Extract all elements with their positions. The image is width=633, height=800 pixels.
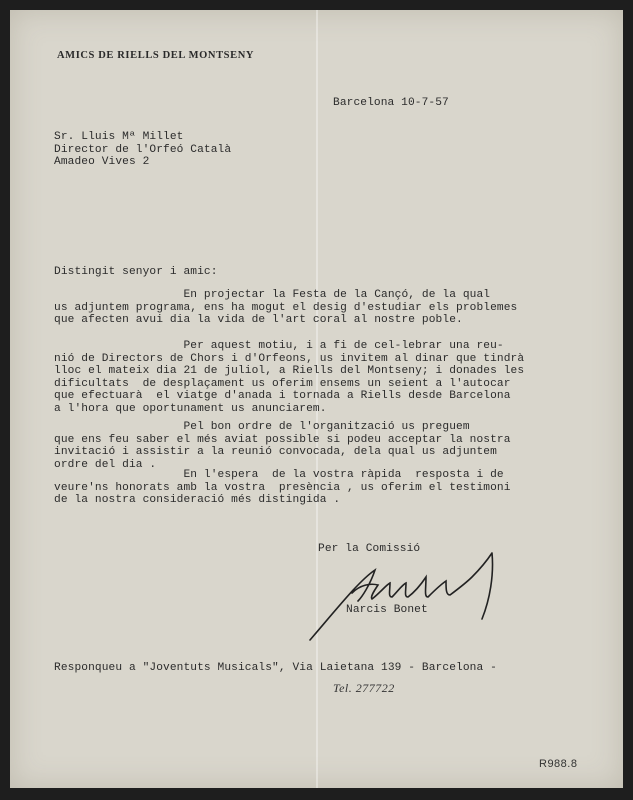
text-line: lloc el mateix dia 21 de juliol, a Riells del Montseny; i donades les <box>54 365 525 378</box>
letterhead: AMICS DE RIELLS DEL MONTSENY <box>57 50 255 61</box>
text-line: a l'hora que oportunament us anunciarem. <box>54 402 327 415</box>
text-line: nió de Directors de Chors i d'Orfeons, us invitem al dinar que tindrà <box>54 352 525 365</box>
handwritten-phone: Tel. 277722 <box>333 681 395 695</box>
signer-name: Narcis Bonet <box>346 604 428 616</box>
text-line: Pel bon ordre de l'organització us preguem <box>54 421 470 433</box>
recipient-line: Sr. Lluis Mª Millet <box>54 131 184 143</box>
paragraph-2 <box>54 340 524 416</box>
closing: Per la Comissió <box>318 543 421 555</box>
salutation: Distingit senyor i amic: <box>54 266 218 278</box>
text-line: En l'espera de la vostra ràpida resposta i de <box>54 469 504 481</box>
text-line: de la nostra consideració més distingida . <box>54 494 341 507</box>
letter-date: Barcelona 10-7-57 <box>333 97 449 109</box>
archive-mark: R988.8 <box>539 758 578 770</box>
paragraph-1 <box>54 289 517 327</box>
text-line: invitació i assistir a la reunió convocada, dela qual us adjuntem <box>54 446 497 459</box>
text-line: En projectar la Festa de la Cançó, de la qual <box>54 289 491 301</box>
text-line: que efectuarà el viatge d'anada i tornada a Riells desde Barcelona <box>54 390 511 403</box>
signature-icon <box>300 535 510 645</box>
recipient-line: Amadeo Vives 2 <box>54 156 150 169</box>
recipient-line: Director de l'Orfeó Català <box>54 143 232 156</box>
recipient-block <box>54 131 231 169</box>
text-line: ordre del dia . <box>54 458 157 471</box>
text-line: veure'ns honorats amb la vostra presència , us oferim el testimoni <box>54 481 511 494</box>
text-line: dificultats de desplaçament us oferim ensems un seient a l'autocar <box>54 377 511 390</box>
text-line: que afecten avui dia la vida de l'art coral al nostre poble. <box>54 314 463 327</box>
text-line: que ens feu saber el més aviat possible si podeu acceptar la nostra <box>54 433 511 446</box>
paragraph-4 <box>54 469 511 507</box>
text-line: Per aquest motiu, i a fi de cel-lebrar una reu- <box>54 340 504 352</box>
footer-note: Responqueu a "Joventuts Musicals", Via Laietana 139 - Barcelona - <box>54 662 497 674</box>
text-line: us adjuntem programa, ens ha mogut el desig d'estudiar els problemes <box>54 301 518 314</box>
paragraph-3 <box>54 421 511 471</box>
